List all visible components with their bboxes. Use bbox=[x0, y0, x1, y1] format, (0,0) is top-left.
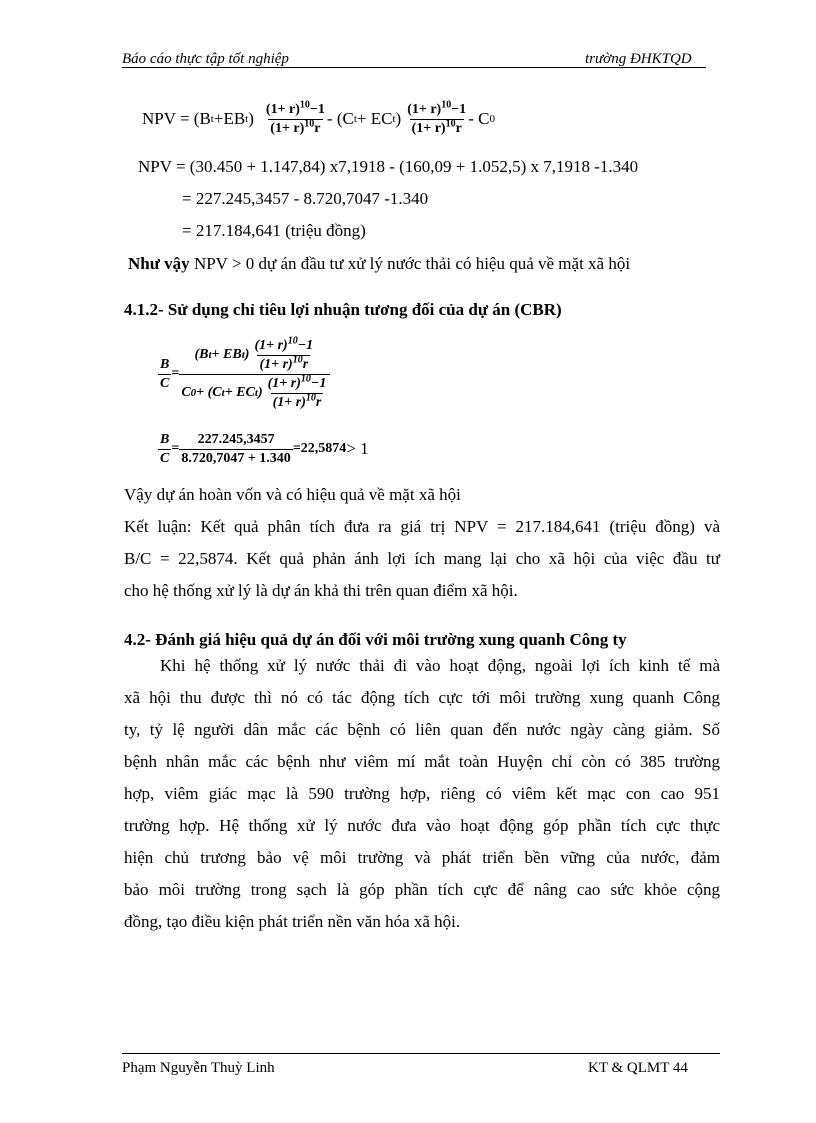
exponent-10: 10 bbox=[300, 372, 311, 384]
annuity-den-tail: r bbox=[314, 120, 321, 136]
header-right: trường ĐHKTQD bbox=[585, 51, 692, 67]
npv-plus-eb: +EB bbox=[213, 109, 246, 128]
paragraph-line: ty, tỷ lệ người dân mắc các bệnh có liên quan đến nước ngày càng giảm. Số bbox=[124, 720, 720, 739]
paragraph-line: cho hệ thống xử lý là dự án khả thi trên quan điểm xã hội. bbox=[124, 581, 518, 600]
bc-num-b: + EB bbox=[211, 347, 242, 362]
npv-conclusion bbox=[128, 254, 630, 274]
annuity-num-tail: −1 bbox=[451, 101, 467, 117]
exponent-10: 10 bbox=[445, 117, 456, 129]
paragraph-line: bệnh nhân mắc các bệnh như viêm mí mắt toàn Huyện chỉ còn có 385 trường bbox=[124, 752, 720, 771]
paragraph-line: Kết luận: Kết quả phân tích đưa ra giá trị NPV = 217.184,641 (triệu đồng) và bbox=[124, 517, 720, 536]
ket-luan-paragraph bbox=[124, 511, 720, 607]
annuity-den-tail: r bbox=[302, 356, 309, 372]
bc-calc-num: 227.245,3457 bbox=[197, 431, 275, 447]
npv-conclusion-text: NPV > 0 dự án đầu tư xử lý nước thải có hiệu quả về mặt xã hội bbox=[189, 254, 631, 273]
bc-eq: = bbox=[171, 366, 180, 381]
npv-plus-ec: + EC bbox=[356, 109, 393, 128]
npv-tail: - C bbox=[468, 109, 490, 128]
paragraph-line: xã hội thu được thì nó có tác động tích cực tới môi trường xung quanh Công bbox=[124, 688, 720, 707]
annuity-den-tail: r bbox=[315, 394, 322, 410]
npv-close: ) bbox=[248, 109, 254, 128]
paragraph-line: hiện chủ trương bảo vệ môi trường và phát triển bền vững của nước, đảm bbox=[124, 848, 720, 867]
bc-calc-den: 8.720,7047 + 1.340 bbox=[181, 450, 291, 466]
annuity-num-tail: −1 bbox=[309, 101, 325, 117]
annuity-num: (1+ r) bbox=[407, 101, 442, 117]
bc-calc-result: =22,5874 bbox=[292, 441, 347, 456]
section-412-heading: 4.1.2- Sử dụng chỉ tiêu lợi nhuận tương đối của dự án (CBR) bbox=[124, 300, 562, 319]
annuity-den: (1+ r) bbox=[259, 356, 293, 372]
header-rule bbox=[122, 67, 706, 68]
paragraph-line: bảo môi trường trong sạch là góp phần tích cực để nâng cao sức khỏe cộng bbox=[124, 880, 720, 899]
annuity-den: (1+ r) bbox=[272, 394, 306, 410]
footer-rule bbox=[122, 1053, 720, 1054]
annuity-num-tail: −1 bbox=[297, 337, 314, 353]
annuity-num-tail: −1 bbox=[310, 375, 327, 391]
bc-c: C bbox=[160, 375, 170, 391]
footer-left: Phạm Nguyễn Thuỳ Linh bbox=[122, 1060, 275, 1076]
paragraph-line: hợp, viêm giác mạc là 590 trường hợp, riêng có viêm kết mạc con cao 951 bbox=[124, 784, 720, 803]
bc-conclusion: Vậy dự án hoàn vốn và có hiệu quả về mặt xã hội bbox=[124, 485, 461, 504]
footer-right: KT & QLMT 44 bbox=[588, 1060, 688, 1076]
bc-c: C bbox=[160, 450, 170, 466]
npv-formula: NPV = (B t +EB t ) $\frac{(1+ r)^{10}-1}{(1+ r)^{10}r}$ - (C t + EC t ) $\frac{(1+ r)^{10}-1}{(1+ r)^{10}r}$ - C 0 bbox=[142, 98, 495, 136]
b-over-c bbox=[158, 357, 171, 392]
bc-eq: = bbox=[171, 441, 180, 456]
bc-b: B bbox=[160, 431, 170, 447]
paragraph-line: Khi hệ thống xử lý nước thải đi vào hoạt động, ngoài lợi ích kinh tế mà bbox=[160, 656, 720, 675]
section-42-paragraph bbox=[124, 650, 720, 938]
npv-calc-line-3: = 217.184,641 (triệu đồng) bbox=[182, 221, 366, 240]
annuity-den: (1+ r) bbox=[411, 120, 446, 136]
bc-plus-paren: + (C bbox=[196, 385, 222, 400]
bc-calc bbox=[158, 428, 369, 470]
npv-conclusion-bold: Như vậy bbox=[128, 254, 190, 273]
exponent-10: 10 bbox=[287, 334, 298, 346]
bc-num-a: (B bbox=[194, 347, 209, 362]
annuity-fraction-1 bbox=[264, 98, 327, 137]
bc-formula bbox=[158, 333, 330, 415]
exponent-10: 10 bbox=[305, 391, 316, 403]
bc-calc-fraction bbox=[179, 432, 292, 467]
annuity-num: (1+ r) bbox=[254, 337, 288, 353]
paragraph-line: B/C = 22,5874. Kết quả phản ánh lợi ích mang lại cho xã hội của việc đầu tư bbox=[124, 549, 720, 568]
header-left: Báo cáo thực tập tốt nghiệp bbox=[122, 51, 289, 67]
exponent-10: 10 bbox=[292, 353, 303, 365]
annuity-num: (1+ r) bbox=[265, 101, 300, 117]
paragraph-line: đồng, tạo điều kiện phát triển nền văn hóa xã hội. bbox=[124, 912, 461, 931]
bc-close: ) bbox=[257, 385, 263, 400]
bc-b: B bbox=[160, 356, 170, 372]
section-42-heading: 4.2- Đánh giá hiệu quả dự án đối với môi trường xung quanh Công ty bbox=[124, 630, 627, 649]
npv-calc-line-1: NPV = (30.450 + 1.147,84) x7,1918 - (160,09 + 1.052,5) x 7,1918 -1.340 bbox=[138, 157, 639, 176]
paragraph-line: trường hợp. Hệ thống xử lý nước đưa vào hoạt động góp phần tích cực thực bbox=[124, 816, 720, 835]
npv-formula-lhs: NPV = (B bbox=[142, 109, 211, 128]
bc-num-c: ) bbox=[244, 347, 250, 362]
exponent-10: 10 bbox=[304, 117, 315, 129]
bc-c0: C bbox=[181, 385, 191, 400]
annuity-num: (1+ r) bbox=[267, 375, 301, 391]
bc-calc-gt: > 1 bbox=[346, 439, 369, 458]
bc-plus-ec: + EC bbox=[224, 385, 255, 400]
npv-calc-line-2: = 227.245,3457 - 8.720,7047 -1.340 bbox=[182, 189, 429, 208]
annuity-den-tail: r bbox=[455, 120, 462, 136]
bc-annuity-2 bbox=[266, 372, 329, 411]
npv-mid: - (C bbox=[326, 109, 354, 128]
exponent-10: 10 bbox=[441, 98, 452, 110]
bc-main-fraction: (B t + EB t ) $\frac{(1+ r)^{10}-1}{(1+ r)^{10}r}$ C 0 + (C t + EC t ) $\frac{(1+ r)^{10}-1}{(1+ r)^{10}r}$ bbox=[179, 338, 330, 411]
exponent-10: 10 bbox=[299, 98, 310, 110]
annuity-den: (1+ r) bbox=[270, 120, 305, 136]
npv-close: ) bbox=[395, 109, 402, 128]
b-over-c bbox=[158, 432, 171, 467]
annuity-fraction-2 bbox=[405, 98, 468, 137]
bc-annuity-1 bbox=[252, 334, 315, 373]
